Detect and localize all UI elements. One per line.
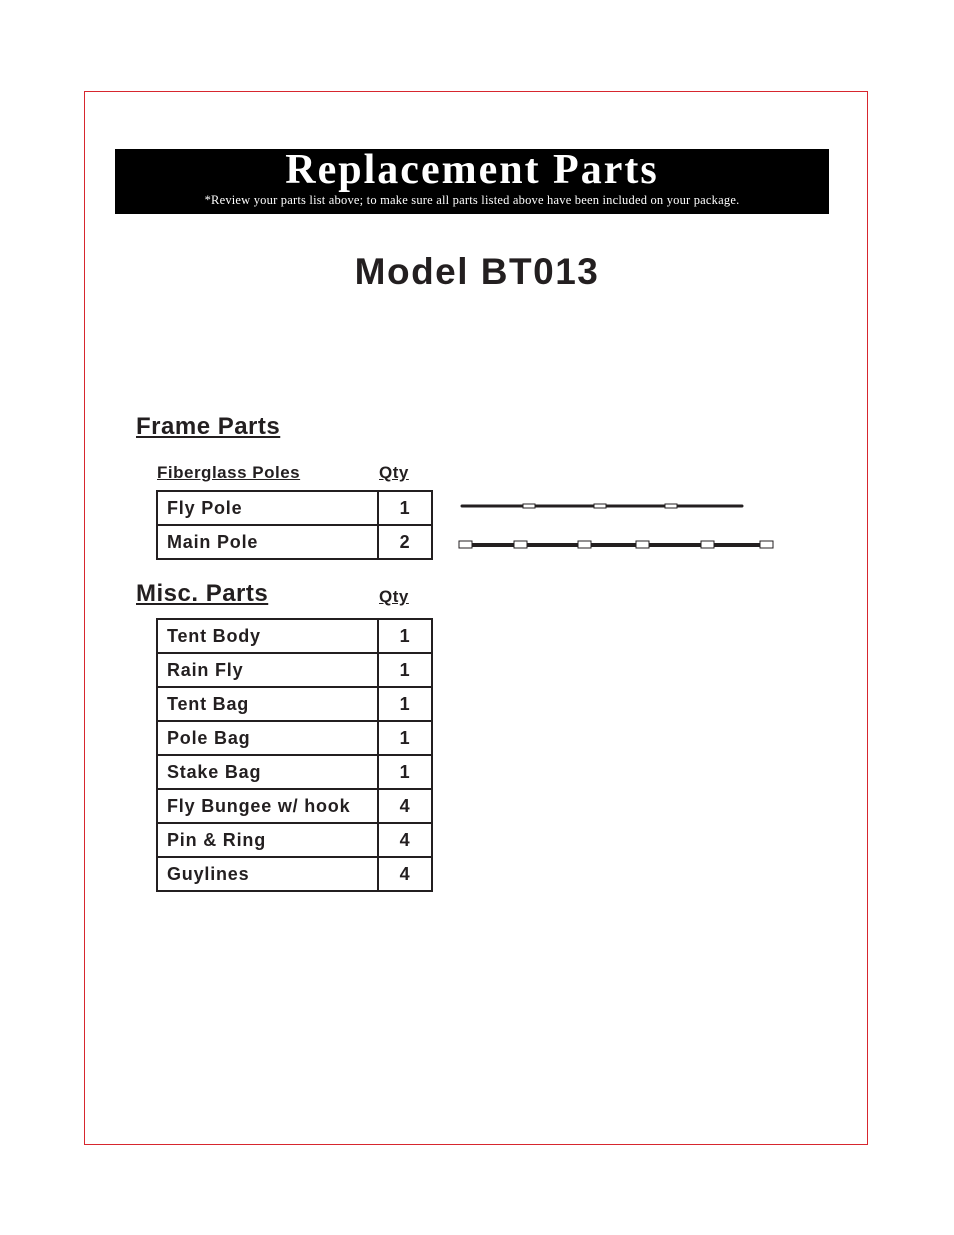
part-name: Pin & Ring [157, 823, 378, 857]
part-qty: 1 [378, 721, 432, 755]
table-row [157, 755, 432, 789]
frame-parts-table [156, 490, 433, 560]
model-title: Model BT013 [354, 251, 600, 292]
frame-qty-header: Qty [379, 463, 409, 482]
table-row [157, 653, 432, 687]
part-qty: 4 [378, 857, 432, 891]
table-row [157, 789, 432, 823]
misc-parts-title: Misc. Parts [136, 580, 269, 607]
part-qty: 1 [378, 619, 432, 653]
part-qty: 1 [378, 491, 432, 525]
table-row [157, 619, 432, 653]
part-name: Tent Body [157, 619, 378, 653]
part-qty: 2 [378, 525, 432, 559]
table-row [157, 525, 432, 559]
pole-illustrations [455, 498, 780, 554]
part-qty: 4 [378, 823, 432, 857]
table-row [157, 823, 432, 857]
frame-parts-title: Frame Parts [136, 413, 281, 440]
part-name: Rain Fly [157, 653, 378, 687]
banner-subtitle: *Review your parts list above; to make sure all parts listed above have been included on your package. [204, 193, 740, 207]
part-name: Stake Bag [157, 755, 378, 789]
fiberglass-poles-header: Fiberglass Poles [157, 463, 301, 482]
part-name: Main Pole [157, 525, 378, 559]
table-row [157, 721, 432, 755]
replacement-parts-banner [115, 149, 829, 214]
part-qty: 4 [378, 789, 432, 823]
misc-qty-header: Qty [379, 587, 409, 606]
table-row [157, 687, 432, 721]
part-name: Fly Pole [157, 491, 378, 525]
part-name: Fly Bungee w/ hook [157, 789, 378, 823]
main-pole-drawing [459, 541, 773, 548]
fly-pole-drawing [462, 504, 742, 508]
table-row [157, 857, 432, 891]
part-qty: 1 [378, 687, 432, 721]
part-name: Tent Bag [157, 687, 378, 721]
misc-parts-table [156, 618, 433, 892]
banner-title: Replacement Parts [285, 147, 659, 193]
part-name: Pole Bag [157, 721, 378, 755]
part-qty: 1 [378, 653, 432, 687]
part-qty: 1 [378, 755, 432, 789]
part-name: Guylines [157, 857, 378, 891]
table-row [157, 491, 432, 525]
